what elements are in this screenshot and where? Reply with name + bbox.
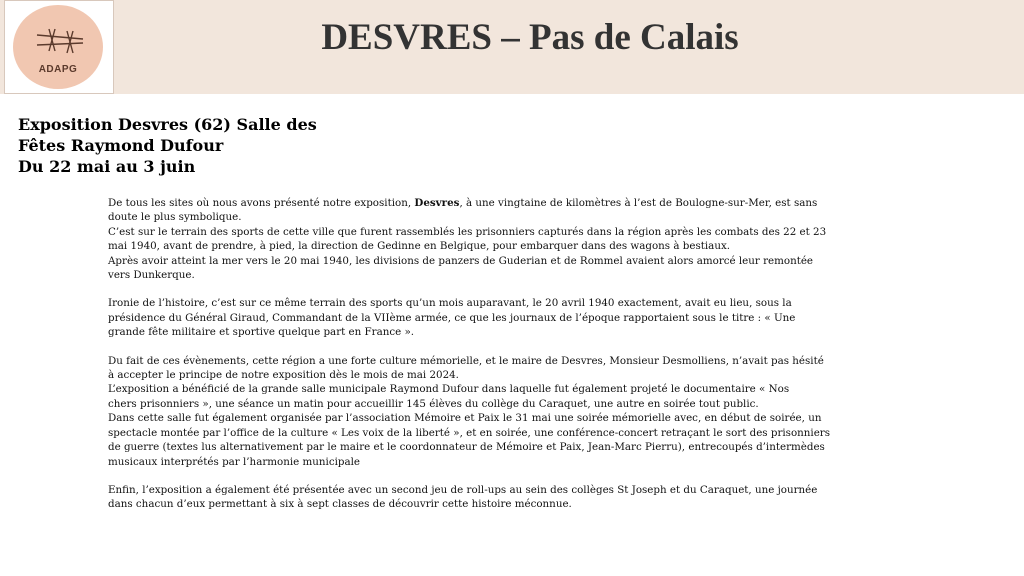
paragraph-line: dans chacun d’eux permettant à six à sept classes de découvrir cette histoire méconnue.: [108, 498, 572, 511]
paragraph-1: [108, 196, 878, 282]
paragraph-line: chers prisonniers », une séance un matin pour accueillir 145 élèves du collège du Caraquet, une autre en soirée tout public.: [108, 397, 759, 410]
headline-line-3: Du 22 mai au 3 juin: [18, 157, 196, 176]
headline: [18, 114, 338, 177]
paragraph-line: de guerre (textes lus alternativement par le maire et le coordonnateur de Mémoire et Paix, Jean-Marc Pierru), entrecoupés d’intermèdes: [108, 441, 825, 454]
paragraph-line: Enfin, l’exposition a également été présentée avec un second jeu de roll-ups au sein des collèges St Joseph et du Caraquet, une journée: [108, 483, 818, 496]
paragraph-line: Dans cette salle fut également organisée par l’association Mémoire et Paix le 31 mai une soirée mémorielle avec, en début de soirée, un: [108, 412, 822, 425]
paragraph-line: doute le plus symbolique.: [108, 211, 242, 224]
paragraph-line: Du fait de ces évènements, cette région a une forte culture mémorielle, et le maire de Desvres, Monsieur Desmolliens, n’avait pas hésité: [108, 354, 824, 367]
paragraph-line: musicaux interprétés par l’harmonie municipale: [108, 455, 361, 468]
paragraph-line: mai 1940, avant de prendre, à pied, la direction de Gedinne en Belgique, pour embarquer dans des wagons à bestiaux.: [108, 240, 731, 253]
text-span: , à une vingtaine de kilomètres à l’est de Boulogne-sur-Mer, est sans: [459, 197, 818, 209]
paragraph-line: spectacle montée par l’office de la culture « Les voix de la liberté », et en soirée, une conférence-concert retraçant le sort des prisonniers: [108, 426, 831, 439]
text-span: De tous les sites où nous avons présenté notre exposition,: [108, 197, 415, 209]
paragraph-2: [108, 296, 878, 339]
logo-name: ADAPG: [38, 64, 78, 75]
paragraph-3: [108, 354, 878, 469]
paragraph-line: [108, 196, 878, 210]
article-body: [108, 196, 878, 512]
paragraph-line: vers Dunkerque.: [108, 269, 195, 282]
paragraph-line: C’est sur le terrain des sports de cette ville que furent rassemblés les prisonniers capturés dans la région après les combats des 22 et 23: [108, 225, 827, 238]
paragraph-4: [108, 483, 878, 512]
headline-line-1: Exposition Desvres (62) Salle des: [18, 115, 317, 134]
paragraph-line: à accepter le principe de notre exposition dès le mois de mai 2024.: [108, 369, 459, 382]
paragraph-line: Après avoir atteint la mer vers le 20 mai 1940, les divisions de panzers de Guderian et de Rommel avaient alors amorcé leur remontée: [108, 254, 814, 267]
paragraph-line: Ironie de l’histoire, c’est sur ce même terrain des sports qu’un mois auparavant, le 20 avril 1940 exactement, avait eu lieu, sous la: [108, 297, 792, 310]
bold-town-name: Desvres: [414, 197, 460, 209]
paragraph-line: L’exposition a bénéficié de la grande salle municipale Raymond Dufour dans laquelle fut également projeté le documentaire « Nos: [108, 383, 790, 396]
barbed-wire-icon: [35, 25, 85, 59]
page-title: DESVRES – Pas de Calais: [321, 17, 739, 58]
paragraph-line: présidence du Général Giraud, Commandant de la VIIème armée, ce que les journaux de l’époque rapportaient sous le titre : « Une: [108, 311, 796, 324]
headline-line-2: Fêtes Raymond Dufour: [18, 136, 224, 155]
paragraph-line: grande fête militaire et sportive quelque part en France ».: [108, 326, 415, 339]
logo[interactable]: [4, 0, 114, 94]
